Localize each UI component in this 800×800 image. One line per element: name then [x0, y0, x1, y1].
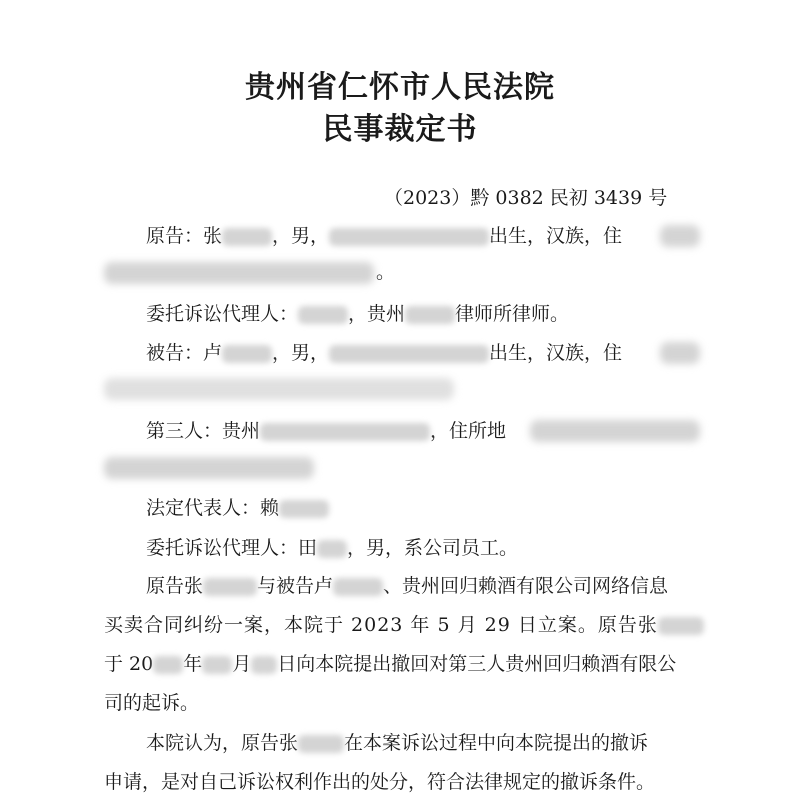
body-text: 原告张: [146, 575, 204, 597]
agent1-label: 委托诉讼代理人：: [146, 303, 299, 325]
redacted-address: [104, 457, 314, 479]
redacted-name: [203, 578, 257, 596]
defendant-line: [146, 341, 622, 365]
redacted-name: [222, 345, 272, 363]
redacted-address: [104, 262, 374, 284]
redacted-name: [298, 735, 344, 753]
plaintiff-label: 原告：张: [146, 225, 223, 247]
agent2-desc: ，男，系公司员工。: [347, 537, 519, 559]
period: 。: [376, 261, 396, 283]
redacted-date: [153, 656, 183, 674]
redacted-birthdate: [329, 345, 489, 363]
third-party-line: [146, 419, 506, 443]
defendant-label: 被告：卢: [146, 342, 223, 364]
document-type: 民事裁定书: [322, 112, 478, 147]
plaintiff-line: [146, 224, 622, 248]
third-party-address-label: ，住所地: [430, 420, 507, 442]
body-text: 日向本院提出撤回对第三人贵州回归赖酒有限公: [277, 653, 677, 675]
plaintiff-born: 出生，汉族，住: [489, 225, 623, 247]
body-text: 于 20: [104, 653, 154, 675]
redacted-name: [298, 306, 348, 324]
redacted-address: [104, 378, 454, 400]
agent1-firm: ，贵州: [348, 303, 406, 325]
redacted-name: [317, 540, 347, 558]
case-number: （2023）黔 0382 民初 3439 号: [384, 187, 668, 209]
plaintiff-gender: ，男，: [272, 225, 330, 247]
agent2-label: 委托诉讼代理人：田: [146, 537, 318, 559]
redacted-date: [251, 656, 277, 674]
body-text: 年: [183, 653, 203, 675]
defendant-born: 出生，汉族，住: [489, 342, 623, 364]
agent1-title: 律师所律师。: [455, 303, 570, 325]
redacted-name: [279, 500, 329, 518]
body-text: 与被告卢: [257, 575, 334, 597]
court-name: 贵州省仁怀市人民法院: [245, 70, 555, 105]
redacted-address: [530, 420, 700, 442]
body-line: [104, 613, 704, 637]
agent1-line: [146, 302, 569, 326]
body-line: [146, 731, 648, 755]
body-text: 本院认为，原告张: [146, 732, 299, 754]
redacted-name: [222, 228, 272, 246]
body-line: 司的起诉。: [104, 692, 200, 714]
body-text: 月: [232, 653, 252, 675]
redacted-company: [260, 423, 430, 441]
legal-rep-label: 法定代表人：赖: [146, 497, 280, 519]
third-party-label: 第三人：贵州: [146, 420, 261, 442]
agent2-line: [146, 536, 518, 560]
redacted-name: [333, 578, 383, 596]
defendant-gender: ，男，: [272, 342, 330, 364]
body-text: 、贵州回归赖酒有限公司网络信息: [383, 575, 669, 597]
body-line: 申请，是对自己诉讼权利作出的处分，符合法律规定的撤诉条件。: [104, 771, 656, 793]
redacted-firm: [405, 306, 455, 324]
body-line: [104, 652, 676, 676]
redacted-birthdate: [329, 228, 489, 246]
redacted-address: [660, 225, 700, 247]
body-line: [146, 574, 668, 598]
body-text: 在本案诉讼过程中向本院提出的撤诉: [344, 732, 649, 754]
redacted-name: [658, 617, 704, 635]
legal-rep-line: [146, 496, 329, 520]
redacted-date: [202, 656, 232, 674]
redacted-address: [660, 342, 700, 364]
body-text: 买卖合同纠纷一案，本院于 2023 年 5 月 29 日立案。原告张: [104, 614, 658, 636]
